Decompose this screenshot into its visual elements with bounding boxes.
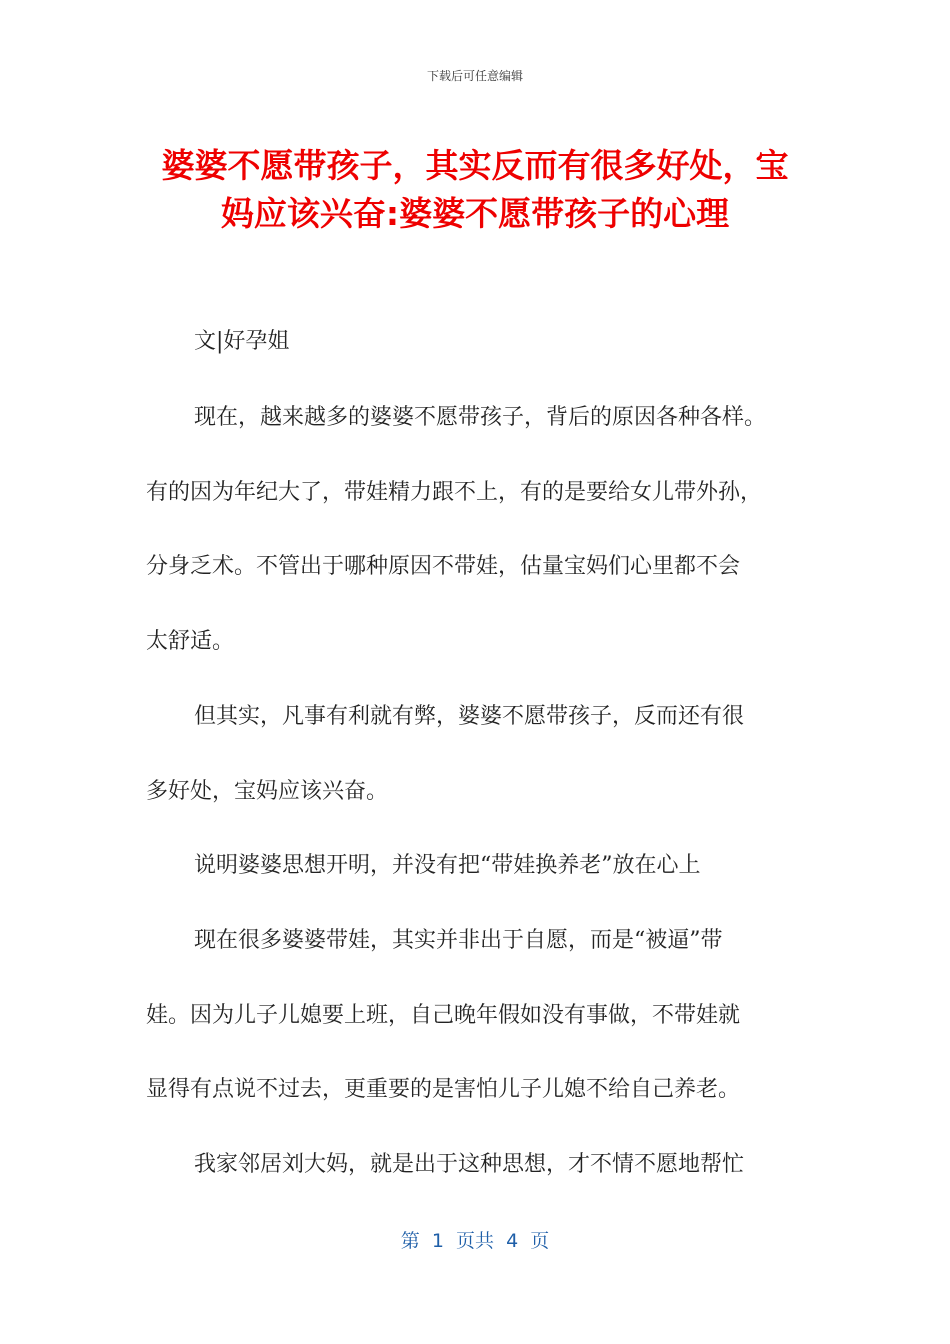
paragraph-line: 我家邻居刘大妈，就是出于这种思想，才不情不愿地帮忙 [194, 1152, 745, 1177]
paragraph-line: 娃。因为儿子儿媳要上班，自己晚年假如没有事做，不带娃就 [146, 1003, 741, 1028]
author-line: 文|好孕姐 [194, 329, 290, 354]
document-title-line-1: 婆婆不愿带孩子，其实反而有很多好处，宝 [161, 146, 789, 185]
document-title [120, 142, 830, 238]
paragraph-line: 多好处，宝妈应该兴奋。 [146, 779, 389, 804]
paragraph-line: 现在，越来越多的婆婆不愿带孩子，背后的原因各种各样。 [194, 405, 767, 430]
paragraph-line: 有的因为年纪大了，带娃精力跟不上，有的是要给女儿带外孙， [146, 480, 763, 505]
page-number-footer: 第 1 页共 4 页 [400, 1230, 550, 1252]
paragraph-line: 太舒适。 [146, 629, 235, 654]
paragraph-line: 但其实，凡事有利就有弊，婆婆不愿带孩子，反而还有很 [194, 704, 745, 729]
document-title-line-2: 妈应该兴奋:婆婆不愿带孩子的心理 [220, 194, 730, 233]
paragraph-line: 现在很多婆婆带娃，其实并非出于自愿，而是“被逼”带 [194, 928, 723, 953]
paragraph-line: 分身乏术。不管出于哪种原因不带娃，估量宝妈们心里都不会 [146, 554, 741, 579]
paragraph-line: 显得有点说不过去，更重要的是害怕儿子儿媳不给自己养老。 [146, 1077, 741, 1102]
page-header-note: 下载后可任意编辑 [426, 69, 523, 83]
section-heading: 说明婆婆思想开明，并没有把“带娃换养老”放在心上 [194, 853, 701, 878]
